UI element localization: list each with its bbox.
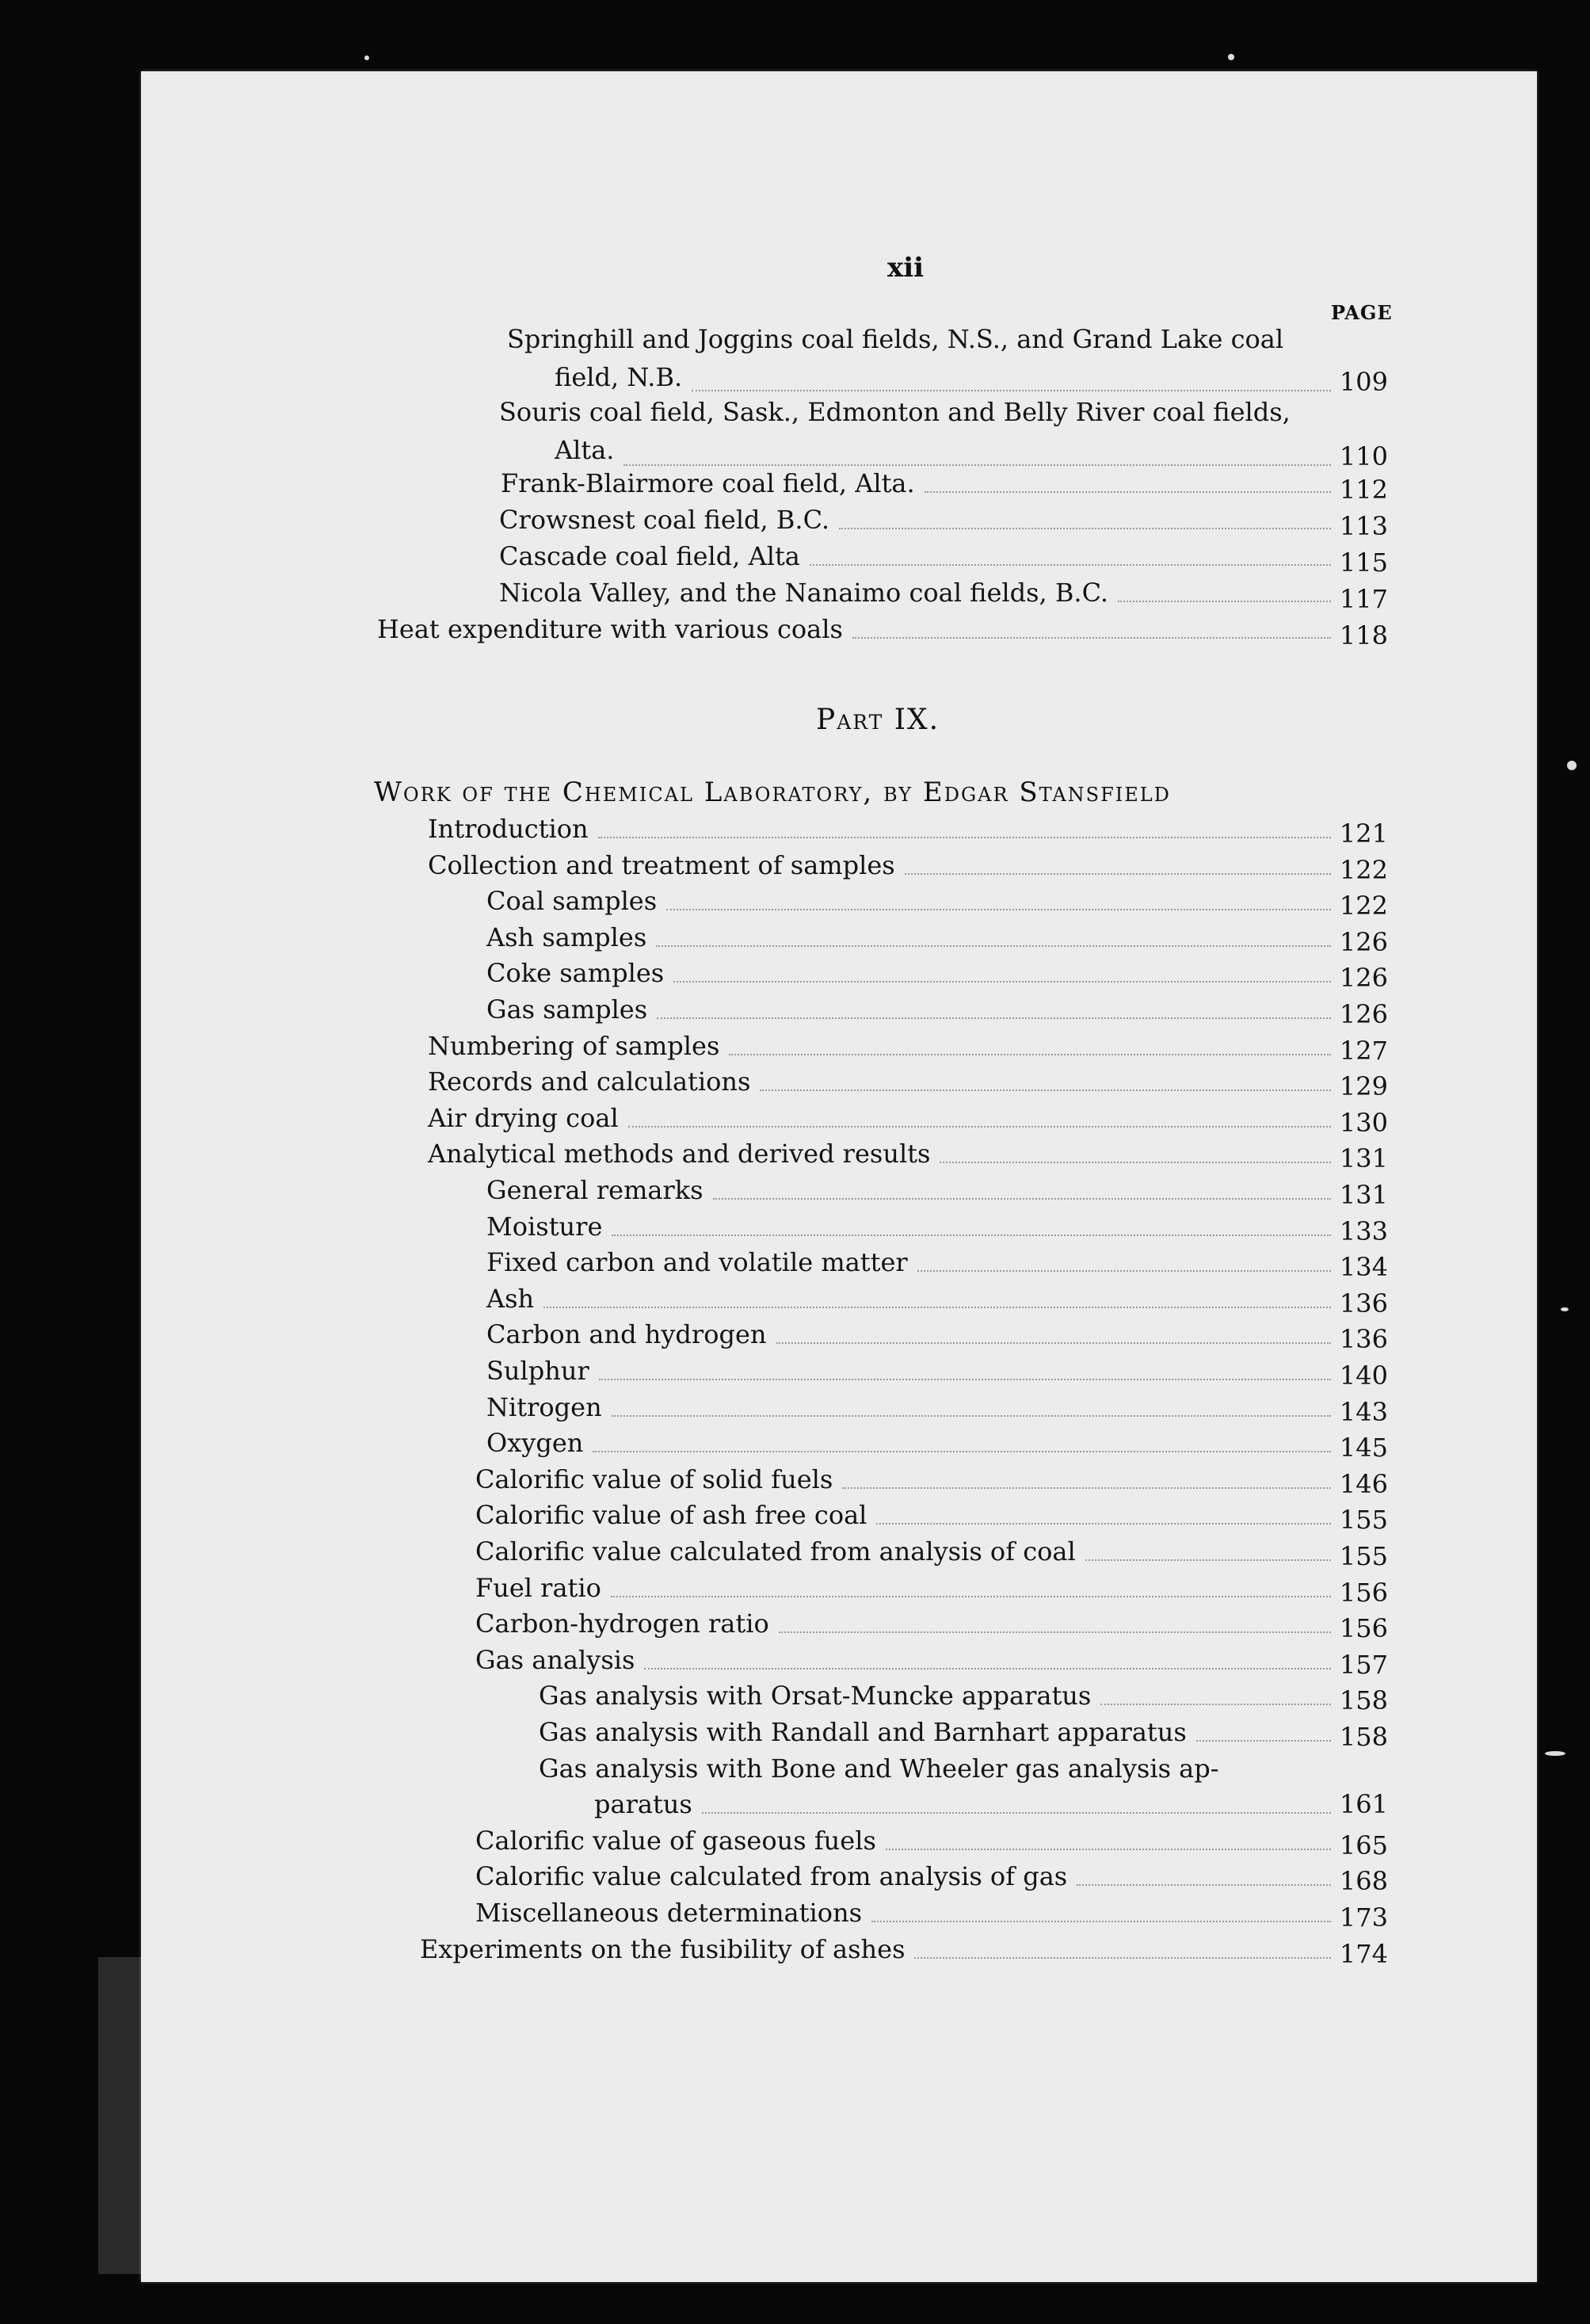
toc-entry-title: Ash <box>486 1283 535 1314</box>
dot-leader <box>852 635 1331 639</box>
toc-entry <box>0 1102 1590 1139</box>
toc-entry-title: Carbon-hydrogen ratio <box>475 1608 769 1639</box>
section-title <box>374 777 1171 808</box>
dot-leader <box>1085 1558 1331 1561</box>
scan-speck <box>364 55 369 60</box>
toc-entry-page: 121 <box>1339 819 1388 849</box>
toc-entry <box>0 1318 1590 1355</box>
toc-entry-page: 117 <box>1339 584 1388 614</box>
toc-entry-title: Gas analysis with Bone and Wheeler gas analysis ap- <box>539 1753 1219 1784</box>
dot-leader <box>760 1088 1331 1091</box>
dot-leader <box>876 1521 1331 1525</box>
toc-entry-title: Calorific value of gaseous fuels <box>475 1825 876 1856</box>
toc-entry-title: Frank-Blairmore coal field, Alta. <box>501 468 915 498</box>
toc-entry-title: Collection and treatment of samples <box>428 849 895 880</box>
dot-leader <box>666 907 1331 910</box>
toc-entry-page: 136 <box>1339 1288 1388 1318</box>
toc-entry-title: Heat expenditure with various coals <box>377 614 843 644</box>
toc-entry <box>0 1933 1590 1970</box>
toc-entry-continuation: Alta. <box>555 435 615 465</box>
toc-entry-page: 158 <box>1339 1722 1388 1752</box>
toc-entry-title: Gas analysis with Randall and Barnhart apparatus <box>539 1717 1187 1747</box>
toc-entry-page: 134 <box>1339 1252 1388 1283</box>
toc-entry-page: 126 <box>1339 999 1388 1029</box>
toc-entry-page: 174 <box>1339 1938 1388 1969</box>
toc-entry <box>0 396 1590 471</box>
dot-leader <box>810 563 1331 566</box>
toc-entry-page: 173 <box>1339 1902 1388 1933</box>
toc-entry <box>0 1680 1590 1716</box>
toc-entry <box>0 1211 1590 1247</box>
toc-entry-title: Records and calculations <box>428 1067 751 1097</box>
toc-entry <box>0 1825 1590 1861</box>
section-title-text: Work of the Chemical Laboratory, by Edgar Stansfield <box>374 777 1171 808</box>
toc-entry <box>0 467 1590 504</box>
dot-leader <box>692 388 1331 391</box>
toc-entry-title: Crowsnest coal field, B.C. <box>499 505 830 535</box>
dot-leader <box>842 1486 1331 1489</box>
toc-entry-title: Numbering of samples <box>428 1030 720 1061</box>
toc-entry-title: Nicola Valley, and the Nanaimo coal fields, B.C. <box>499 578 1109 608</box>
toc-entry <box>0 323 1590 397</box>
toc-entry <box>0 504 1590 540</box>
page-edge-shadow <box>98 1957 146 2274</box>
dot-leader <box>925 490 1331 493</box>
toc-entry <box>0 1463 1590 1500</box>
toc-entry <box>0 1138 1590 1174</box>
dot-leader <box>1100 1702 1331 1705</box>
dot-leader <box>940 1160 1331 1163</box>
toc-entry-page: 109 <box>1339 367 1388 397</box>
dot-leader <box>612 1233 1331 1236</box>
toc-entry-page: 122 <box>1339 854 1388 885</box>
toc-entry-title: Calorific value of ash free coal <box>475 1500 867 1531</box>
toc-entry-title: Experiments on the fusibility of ashes <box>420 1933 906 1964</box>
toc-entry-page: 131 <box>1339 1180 1388 1210</box>
toc-entry <box>0 1030 1590 1067</box>
toc-entry <box>0 1572 1590 1608</box>
toc-entry-title: Nitrogen <box>486 1391 602 1422</box>
toc-entry-title: Fuel ratio <box>475 1572 601 1603</box>
scan-speck <box>1567 761 1577 770</box>
dot-leader <box>599 1377 1331 1380</box>
scan-speck <box>1228 54 1234 60</box>
dot-leader <box>644 1666 1331 1670</box>
dot-leader <box>914 1956 1331 1959</box>
toc-entry-page: 140 <box>1339 1360 1388 1391</box>
toc-entry <box>0 1283 1590 1319</box>
dot-leader <box>779 1630 1331 1633</box>
toc-entry <box>0 957 1590 994</box>
toc-entry-page: 129 <box>1339 1071 1388 1102</box>
toc-entry-title: Calorific value calculated from analysis of coal <box>475 1536 1076 1567</box>
toc-entry-title: Cascade coal field, Alta <box>499 541 800 571</box>
dot-leader <box>1196 1738 1331 1742</box>
toc-entry-title: General remarks <box>486 1175 703 1205</box>
toc-entry <box>0 1753 1590 1820</box>
toc-entry-title: Calorific value of solid fuels <box>475 1463 833 1494</box>
toc-entry-page: 157 <box>1339 1649 1388 1680</box>
toc-entry-page: 127 <box>1339 1035 1388 1066</box>
toc-entry-title: Miscellaneous determinations <box>475 1898 863 1928</box>
toc-entry-title: Air drying coal <box>428 1102 619 1133</box>
toc-entry-continuation: field, N.B. <box>555 362 683 392</box>
toc-entry-title: Springhill and Joggins coal fields, N.S., and Grand Lake coal <box>507 324 1284 354</box>
toc-entry <box>0 994 1590 1030</box>
toc-entry-page: 165 <box>1339 1830 1388 1860</box>
dot-leader <box>839 526 1331 529</box>
folio-number: xii <box>887 252 925 284</box>
scan-speck <box>1545 1751 1565 1756</box>
toc-entry-page: 130 <box>1339 1107 1388 1138</box>
dot-leader <box>702 1811 1331 1814</box>
dot-leader <box>673 979 1331 983</box>
scan-speck <box>1561 1307 1569 1311</box>
toc-entry <box>0 1499 1590 1536</box>
toc-entry-page: 122 <box>1339 891 1388 922</box>
toc-entry-title: Moisture <box>486 1211 603 1242</box>
toc-entry-title: Gas analysis <box>475 1644 635 1675</box>
toc-entry <box>0 1897 1590 1933</box>
toc-entry-title: Introduction <box>428 814 589 844</box>
toc-entry-page: 156 <box>1339 1613 1388 1644</box>
dot-leader <box>776 1341 1332 1344</box>
toc-entry-page: 110 <box>1339 441 1388 471</box>
toc-entry-page: 168 <box>1339 1866 1388 1897</box>
toc-entry-title: Coke samples <box>486 958 665 989</box>
toc-entry-page: 118 <box>1339 620 1388 651</box>
dot-leader <box>886 1847 1331 1850</box>
toc-entry-title: Carbon and hydrogen <box>486 1319 767 1350</box>
toc-entry-page: 126 <box>1339 926 1388 957</box>
toc-entry <box>0 849 1590 886</box>
dot-leader <box>917 1269 1331 1272</box>
toc-entry <box>0 613 1590 650</box>
toc-entry-page: 115 <box>1339 548 1388 578</box>
toc-entry <box>0 540 1590 577</box>
dot-leader <box>598 835 1331 838</box>
dot-leader <box>657 1016 1331 1019</box>
toc-entry <box>0 1174 1590 1211</box>
toc-entry-page: 145 <box>1339 1433 1388 1463</box>
toc-entry-title: Coal samples <box>486 886 658 917</box>
toc-entry <box>0 1644 1590 1681</box>
toc-entry-page: 113 <box>1339 511 1388 541</box>
dot-leader <box>623 463 1331 466</box>
toc-entry-page: 133 <box>1339 1215 1388 1246</box>
toc-entry <box>0 813 1590 849</box>
toc-entry-title: Gas analysis with Orsat-Muncke apparatus <box>539 1681 1092 1712</box>
dot-leader <box>1077 1883 1331 1886</box>
toc-entry-title: Ash samples <box>486 922 647 952</box>
dot-leader <box>905 872 1331 875</box>
toc-entry-title: Oxygen <box>486 1428 584 1459</box>
toc-entry <box>0 1427 1590 1463</box>
toc-entry-page: 146 <box>1339 1468 1388 1499</box>
toc-entry-page: 143 <box>1339 1396 1388 1427</box>
dot-leader <box>543 1305 1331 1308</box>
toc-entry-page: 131 <box>1339 1143 1388 1174</box>
dot-leader <box>628 1124 1331 1128</box>
toc-entry <box>0 1608 1590 1644</box>
toc-entry-page: 126 <box>1339 963 1388 994</box>
toc-entry <box>0 1391 1590 1428</box>
toc-entry-title: Analytical methods and derived results <box>428 1139 931 1170</box>
toc-entry-page: 136 <box>1339 1324 1388 1355</box>
toc-entry-page: 156 <box>1339 1577 1388 1608</box>
toc-entry-page: 155 <box>1339 1505 1388 1536</box>
toc-entry-title: Fixed carbon and volatile matter <box>486 1247 908 1278</box>
toc-entry-page: 161 <box>1339 1789 1388 1820</box>
toc-entry <box>0 885 1590 922</box>
dot-leader <box>593 1449 1331 1452</box>
page-column-header: PAGE <box>1331 301 1393 324</box>
toc-entry <box>0 922 1590 958</box>
toc-entry-title: Gas samples <box>486 994 648 1025</box>
toc-entry <box>0 1355 1590 1391</box>
toc-entry-page: 158 <box>1339 1685 1388 1716</box>
dot-leader <box>1118 599 1331 602</box>
toc-entry <box>0 1716 1590 1753</box>
toc-entry <box>0 1860 1590 1897</box>
part-heading: Part IX. <box>816 704 940 736</box>
toc-entry <box>0 577 1590 613</box>
toc-entry <box>0 1536 1590 1572</box>
dot-leader <box>656 944 1331 947</box>
toc-entry-page: 112 <box>1339 475 1388 505</box>
dot-leader <box>713 1196 1331 1200</box>
dot-leader <box>729 1052 1331 1055</box>
toc-entry <box>0 1246 1590 1283</box>
toc-entry-continuation: paratus <box>594 1789 692 1820</box>
toc-entry-title: Calorific value calculated from analysis of gas <box>475 1861 1068 1892</box>
dot-leader <box>612 1414 1331 1417</box>
toc-entry-page: 155 <box>1339 1541 1388 1571</box>
toc-entry-title: Sulphur <box>486 1356 589 1386</box>
toc-entry <box>0 1066 1590 1102</box>
dot-leader <box>871 1919 1331 1922</box>
dot-leader <box>611 1594 1331 1597</box>
toc-entry-title: Souris coal field, Sask., Edmonton and Belly River coal fields, <box>499 397 1291 427</box>
